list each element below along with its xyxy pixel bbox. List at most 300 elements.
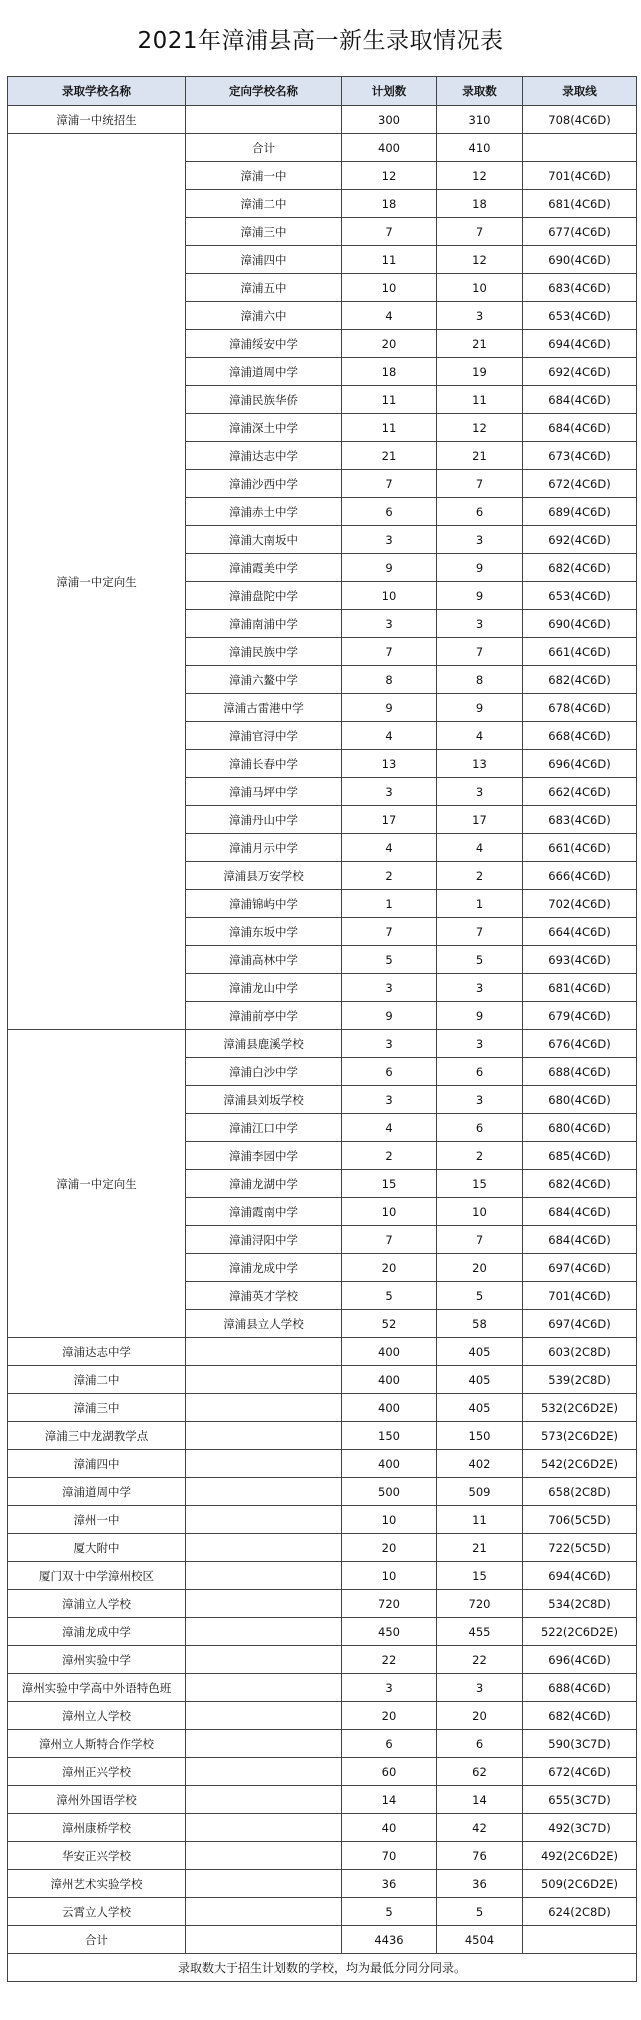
- table-row: [8, 106, 637, 134]
- cell-admitted: 4504: [437, 1926, 523, 1954]
- cell-target-school: 漳浦月示中学: [186, 834, 342, 862]
- cell-target-school: [186, 1338, 342, 1366]
- cell-cutoff: [523, 134, 637, 162]
- cell-target-school: 漳浦五中: [186, 274, 342, 302]
- cell-admit-school: 漳州立人学校: [8, 1702, 186, 1730]
- table-row: [8, 1870, 637, 1898]
- cell-admitted: 21: [437, 442, 523, 470]
- cell-cutoff: 666(4C6D): [523, 862, 637, 890]
- table-row: [8, 1562, 637, 1590]
- cell-admitted: 20: [437, 1254, 523, 1282]
- cell-admitted: 5: [437, 1898, 523, 1926]
- cell-target-school: 漳浦盘陀中学: [186, 582, 342, 610]
- cell-cutoff: 684(4C6D): [523, 386, 637, 414]
- cell-cutoff: 672(4C6D): [523, 1758, 637, 1786]
- cell-target-school: 漳浦赤土中学: [186, 498, 342, 526]
- cell-cutoff: 655(3C7D): [523, 1786, 637, 1814]
- cell-cutoff: 681(4C6D): [523, 190, 637, 218]
- cell-plan: 7: [342, 218, 437, 246]
- cell-admit-school: 漳浦龙成中学: [8, 1618, 186, 1646]
- table-row: [8, 1702, 637, 1730]
- table-row: [8, 1394, 637, 1422]
- header-admit-school: 录取学校名称: [8, 77, 186, 106]
- cell-plan: 13: [342, 750, 437, 778]
- cell-admitted: 4: [437, 834, 523, 862]
- cell-admit-school: 漳浦道周中学: [8, 1478, 186, 1506]
- cell-target-school: 漳浦民族华侨: [186, 386, 342, 414]
- cell-cutoff: 678(4C6D): [523, 694, 637, 722]
- cell-cutoff: 653(4C6D): [523, 302, 637, 330]
- cell-plan: 18: [342, 190, 437, 218]
- cell-admitted: 2: [437, 862, 523, 890]
- cell-admit-school: 厦大附中: [8, 1534, 186, 1562]
- cell-plan: 20: [342, 1534, 437, 1562]
- cell-target-school: 漳浦达志中学: [186, 442, 342, 470]
- cell-cutoff: [523, 1926, 637, 1954]
- cell-cutoff: 692(4C6D): [523, 358, 637, 386]
- cell-admitted: 58: [437, 1310, 523, 1338]
- cell-target-school: [186, 1786, 342, 1814]
- header-cutoff: 录取线: [523, 77, 637, 106]
- cell-admitted: 12: [437, 162, 523, 190]
- cell-target-school: [186, 1870, 342, 1898]
- cell-plan: 7: [342, 638, 437, 666]
- cell-admitted: 3: [437, 610, 523, 638]
- cell-plan: 3: [342, 526, 437, 554]
- cell-plan: 14: [342, 1786, 437, 1814]
- cell-cutoff: 701(4C6D): [523, 162, 637, 190]
- cell-plan: 150: [342, 1422, 437, 1450]
- cell-admitted: 7: [437, 470, 523, 498]
- table-row: [8, 1730, 637, 1758]
- cell-target-school: [186, 1366, 342, 1394]
- cell-plan: 18: [342, 358, 437, 386]
- table-header-row: [8, 77, 637, 106]
- cell-cutoff: 682(4C6D): [523, 1170, 637, 1198]
- cell-plan: 10: [342, 1562, 437, 1590]
- cell-cutoff: 694(4C6D): [523, 330, 637, 358]
- cell-admitted: 150: [437, 1422, 523, 1450]
- cell-cutoff: 542(2C6D2E): [523, 1450, 637, 1478]
- cell-plan: 400: [342, 134, 437, 162]
- cell-admitted: 9: [437, 582, 523, 610]
- cell-target-school: 漳浦李园中学: [186, 1142, 342, 1170]
- cell-admitted: 3: [437, 1030, 523, 1058]
- cell-cutoff: 532(2C6D2E): [523, 1394, 637, 1422]
- cell-cutoff: 682(4C6D): [523, 666, 637, 694]
- cell-plan: 20: [342, 330, 437, 358]
- cell-admitted: 19: [437, 358, 523, 386]
- cell-cutoff: 701(4C6D): [523, 1282, 637, 1310]
- cell-cutoff: 688(4C6D): [523, 1674, 637, 1702]
- cell-admitted: 720: [437, 1590, 523, 1618]
- cell-admitted: 4: [437, 722, 523, 750]
- cell-target-school: [186, 1422, 342, 1450]
- cell-target-school: 漳浦长春中学: [186, 750, 342, 778]
- cell-plan: 3: [342, 778, 437, 806]
- cell-admitted: 6: [437, 1058, 523, 1086]
- cell-admitted: 3: [437, 526, 523, 554]
- table-note: 录取数大于招生计划数的学校，均为最低分同分同录。: [8, 1954, 637, 1982]
- cell-admit-school: 漳浦二中: [8, 1366, 186, 1394]
- cell-target-school: 漳浦龙湖中学: [186, 1170, 342, 1198]
- cell-admitted: 17: [437, 806, 523, 834]
- cell-cutoff: 684(4C6D): [523, 414, 637, 442]
- cell-admit-school: 漳浦一中统招生: [8, 106, 186, 134]
- cell-target-school: [186, 1758, 342, 1786]
- cell-plan: 4: [342, 302, 437, 330]
- cell-target-school: 漳浦古雷港中学: [186, 694, 342, 722]
- cell-plan: 6: [342, 1058, 437, 1086]
- cell-plan: 21: [342, 442, 437, 470]
- cell-admitted: 42: [437, 1814, 523, 1842]
- cell-plan: 9: [342, 694, 437, 722]
- cell-admitted: 405: [437, 1394, 523, 1422]
- cell-plan: 10: [342, 274, 437, 302]
- cell-cutoff: 603(2C8D): [523, 1338, 637, 1366]
- cell-admit-school: 漳浦一中定向生: [8, 134, 186, 1030]
- cell-plan: 1: [342, 890, 437, 918]
- cell-target-school: [186, 1926, 342, 1954]
- cell-admit-school: 漳州外国语学校: [8, 1786, 186, 1814]
- cell-plan: 20: [342, 1254, 437, 1282]
- cell-target-school: 漳浦一中: [186, 162, 342, 190]
- cell-plan: 70: [342, 1842, 437, 1870]
- cell-target-school: [186, 1590, 342, 1618]
- cell-plan: 17: [342, 806, 437, 834]
- cell-admitted: 6: [437, 1114, 523, 1142]
- cell-plan: 3: [342, 1030, 437, 1058]
- cell-cutoff: 702(4C6D): [523, 890, 637, 918]
- cell-cutoff: 492(2C6D2E): [523, 1842, 637, 1870]
- cell-target-school: 漳浦白沙中学: [186, 1058, 342, 1086]
- cell-plan: 5: [342, 1282, 437, 1310]
- cell-admitted: 21: [437, 330, 523, 358]
- cell-plan: 4: [342, 834, 437, 862]
- cell-plan: 450: [342, 1618, 437, 1646]
- cell-admitted: 5: [437, 946, 523, 974]
- cell-admit-school: 云霄立人学校: [8, 1898, 186, 1926]
- cell-plan: 3: [342, 1086, 437, 1114]
- cell-admit-school: 合计: [8, 1926, 186, 1954]
- cell-plan: 300: [342, 106, 437, 134]
- cell-cutoff: 697(4C6D): [523, 1310, 637, 1338]
- cell-plan: 4: [342, 722, 437, 750]
- table-row: [8, 1478, 637, 1506]
- cell-admitted: 402: [437, 1450, 523, 1478]
- cell-plan: 9: [342, 1002, 437, 1030]
- cell-target-school: [186, 1618, 342, 1646]
- cell-admitted: 7: [437, 638, 523, 666]
- table-row: [8, 1814, 637, 1842]
- cell-admit-school: 漳州艺术实验学校: [8, 1870, 186, 1898]
- cell-plan: 9: [342, 554, 437, 582]
- cell-cutoff: 688(4C6D): [523, 1058, 637, 1086]
- cell-target-school: 漳浦高林中学: [186, 946, 342, 974]
- page-title: 2021年漳浦县高一新生录取情况表: [137, 28, 504, 54]
- cell-cutoff: 680(4C6D): [523, 1114, 637, 1142]
- cell-admitted: 6: [437, 498, 523, 526]
- cell-cutoff: 683(4C6D): [523, 274, 637, 302]
- cell-target-school: 漳浦东坂中学: [186, 918, 342, 946]
- table-row: [8, 1534, 637, 1562]
- cell-admitted: 62: [437, 1758, 523, 1786]
- cell-cutoff: 668(4C6D): [523, 722, 637, 750]
- cell-cutoff: 661(4C6D): [523, 638, 637, 666]
- cell-admitted: 5: [437, 1282, 523, 1310]
- cell-cutoff: 697(4C6D): [523, 1254, 637, 1282]
- cell-plan: 4: [342, 1114, 437, 1142]
- cell-cutoff: 522(2C6D2E): [523, 1618, 637, 1646]
- cell-plan: 2: [342, 1142, 437, 1170]
- cell-target-school: [186, 1842, 342, 1870]
- cell-admit-school: 漳浦三中: [8, 1394, 186, 1422]
- cell-admit-school: 漳浦三中龙湖教学点: [8, 1422, 186, 1450]
- table-row: [8, 1450, 637, 1478]
- cell-cutoff: 722(5C5D): [523, 1534, 637, 1562]
- cell-cutoff: 661(4C6D): [523, 834, 637, 862]
- cell-target-school: [186, 1814, 342, 1842]
- cell-target-school: 漳浦县鹿溪学校: [186, 1030, 342, 1058]
- cell-cutoff: 693(4C6D): [523, 946, 637, 974]
- cell-admit-school: 华安正兴学校: [8, 1842, 186, 1870]
- cell-admitted: 14: [437, 1786, 523, 1814]
- cell-plan: 400: [342, 1338, 437, 1366]
- cell-plan: 11: [342, 386, 437, 414]
- table-row: [8, 134, 637, 162]
- table-row: [8, 1674, 637, 1702]
- table-row: [8, 1422, 637, 1450]
- cell-target-school: 漳浦二中: [186, 190, 342, 218]
- cell-cutoff: 708(4C6D): [523, 106, 637, 134]
- cell-admitted: 455: [437, 1618, 523, 1646]
- cell-plan: 7: [342, 1226, 437, 1254]
- cell-admit-school: 漳州实验中学高中外语特色班: [8, 1674, 186, 1702]
- cell-admit-school: 漳州正兴学校: [8, 1758, 186, 1786]
- cell-cutoff: 677(4C6D): [523, 218, 637, 246]
- table-row: [8, 1926, 637, 1954]
- cell-plan: 7: [342, 918, 437, 946]
- header-target-school: 定向学校名称: [186, 77, 342, 106]
- cell-admitted: 3: [437, 302, 523, 330]
- table-body: [8, 106, 637, 1982]
- cell-cutoff: 662(4C6D): [523, 778, 637, 806]
- cell-target-school: 漳浦龙山中学: [186, 974, 342, 1002]
- cell-target-school: [186, 1898, 342, 1926]
- cell-cutoff: 681(4C6D): [523, 974, 637, 1002]
- cell-target-school: 漳浦霞南中学: [186, 1198, 342, 1226]
- cell-target-school: 漳浦霞美中学: [186, 554, 342, 582]
- cell-plan: 11: [342, 246, 437, 274]
- cell-target-school: 漳浦县刘坂学校: [186, 1086, 342, 1114]
- cell-target-school: [186, 1674, 342, 1702]
- cell-plan: 7: [342, 470, 437, 498]
- cell-target-school: 漳浦六中: [186, 302, 342, 330]
- cell-plan: 400: [342, 1450, 437, 1478]
- cell-cutoff: 673(4C6D): [523, 442, 637, 470]
- cell-admitted: 310: [437, 106, 523, 134]
- cell-cutoff: 672(4C6D): [523, 470, 637, 498]
- cell-target-school: 合计: [186, 134, 342, 162]
- cell-admitted: 3: [437, 974, 523, 1002]
- cell-admitted: 11: [437, 1506, 523, 1534]
- cell-admitted: 76: [437, 1842, 523, 1870]
- cell-cutoff: 664(4C6D): [523, 918, 637, 946]
- cell-target-school: 漳浦大南坂中: [186, 526, 342, 554]
- cell-cutoff: 680(4C6D): [523, 1086, 637, 1114]
- cell-admit-school: 漳浦立人学校: [8, 1590, 186, 1618]
- cell-target-school: 漳浦四中: [186, 246, 342, 274]
- cell-cutoff: 706(5C5D): [523, 1506, 637, 1534]
- cell-admitted: 9: [437, 1002, 523, 1030]
- cell-plan: 40: [342, 1814, 437, 1842]
- cell-cutoff: 689(4C6D): [523, 498, 637, 526]
- cell-admit-school: 厦门双十中学漳州校区: [8, 1562, 186, 1590]
- cell-target-school: 漳浦民族中学: [186, 638, 342, 666]
- table-row: [8, 1786, 637, 1814]
- cell-plan: 3: [342, 1674, 437, 1702]
- cell-plan: 22: [342, 1646, 437, 1674]
- cell-admitted: 10: [437, 1198, 523, 1226]
- cell-cutoff: 682(4C6D): [523, 554, 637, 582]
- table-row: [8, 1758, 637, 1786]
- cell-admitted: 7: [437, 1226, 523, 1254]
- cell-admitted: 7: [437, 918, 523, 946]
- cell-cutoff: 653(4C6D): [523, 582, 637, 610]
- cell-plan: 400: [342, 1394, 437, 1422]
- cell-cutoff: 696(4C6D): [523, 1646, 637, 1674]
- cell-target-school: [186, 1394, 342, 1422]
- cell-plan: 5: [342, 946, 437, 974]
- cell-target-school: 漳浦绥安中学: [186, 330, 342, 358]
- cell-target-school: [186, 1450, 342, 1478]
- cell-target-school: 漳浦县立人学校: [186, 1310, 342, 1338]
- cell-admitted: 22: [437, 1646, 523, 1674]
- cell-admitted: 15: [437, 1170, 523, 1198]
- cell-admitted: 3: [437, 778, 523, 806]
- cell-target-school: [186, 1478, 342, 1506]
- cell-admitted: 2: [437, 1142, 523, 1170]
- cell-target-school: [186, 1534, 342, 1562]
- cell-plan: 8: [342, 666, 437, 694]
- cell-cutoff: 539(2C8D): [523, 1366, 637, 1394]
- cell-target-school: 漳浦官浔中学: [186, 722, 342, 750]
- cell-plan: 10: [342, 1506, 437, 1534]
- cell-plan: 3: [342, 610, 437, 638]
- cell-target-school: [186, 1506, 342, 1534]
- cell-cutoff: 676(4C6D): [523, 1030, 637, 1058]
- cell-admit-school: 漳浦四中: [8, 1450, 186, 1478]
- header-plan: 计划数: [342, 77, 437, 106]
- cell-target-school: [186, 1562, 342, 1590]
- cell-cutoff: 624(2C8D): [523, 1898, 637, 1926]
- cell-cutoff: 690(4C6D): [523, 610, 637, 638]
- cell-admitted: 7: [437, 218, 523, 246]
- cell-target-school: 漳浦江口中学: [186, 1114, 342, 1142]
- cell-plan: 12: [342, 162, 437, 190]
- cell-target-school: 漳浦浔阳中学: [186, 1226, 342, 1254]
- cell-target-school: 漳浦龙成中学: [186, 1254, 342, 1282]
- cell-admit-school: 漳州立人斯特合作学校: [8, 1730, 186, 1758]
- cell-admitted: 18: [437, 190, 523, 218]
- cell-cutoff: 682(4C6D): [523, 1702, 637, 1730]
- cell-plan: 11: [342, 414, 437, 442]
- admission-table: [7, 76, 637, 1982]
- cell-admitted: 15: [437, 1562, 523, 1590]
- cell-admitted: 410: [437, 134, 523, 162]
- cell-plan: 6: [342, 498, 437, 526]
- cell-target-school: 漳浦前亭中学: [186, 1002, 342, 1030]
- cell-plan: 36: [342, 1870, 437, 1898]
- cell-plan: 20: [342, 1702, 437, 1730]
- cell-admitted: 12: [437, 246, 523, 274]
- cell-admitted: 3: [437, 1674, 523, 1702]
- cell-cutoff: 685(4C6D): [523, 1142, 637, 1170]
- cell-admitted: 509: [437, 1478, 523, 1506]
- cell-cutoff: 683(4C6D): [523, 806, 637, 834]
- cell-admitted: 11: [437, 386, 523, 414]
- cell-target-school: 漳浦县万安学校: [186, 862, 342, 890]
- cell-target-school: 漳浦英才学校: [186, 1282, 342, 1310]
- cell-admitted: 3: [437, 1086, 523, 1114]
- cell-admitted: 405: [437, 1366, 523, 1394]
- cell-target-school: [186, 1730, 342, 1758]
- cell-cutoff: 679(4C6D): [523, 1002, 637, 1030]
- table-row: [8, 1030, 637, 1058]
- cell-plan: 15: [342, 1170, 437, 1198]
- cell-admit-school: 漳浦一中定向生: [8, 1030, 186, 1338]
- cell-plan: 500: [342, 1478, 437, 1506]
- cell-plan: 60: [342, 1758, 437, 1786]
- cell-admitted: 9: [437, 694, 523, 722]
- cell-target-school: 漳浦道周中学: [186, 358, 342, 386]
- cell-target-school: [186, 1646, 342, 1674]
- cell-admitted: 12: [437, 414, 523, 442]
- table-row: [8, 1954, 637, 1982]
- cell-plan: 720: [342, 1590, 437, 1618]
- table-row: [8, 1338, 637, 1366]
- cell-target-school: 漳浦三中: [186, 218, 342, 246]
- table-row: [8, 1506, 637, 1534]
- cell-cutoff: 573(2C6D2E): [523, 1422, 637, 1450]
- table-row: [8, 1590, 637, 1618]
- cell-target-school: [186, 106, 342, 134]
- cell-target-school: 漳浦六鳌中学: [186, 666, 342, 694]
- cell-plan: 3: [342, 974, 437, 1002]
- cell-plan: 5: [342, 1898, 437, 1926]
- cell-target-school: 漳浦锦屿中学: [186, 890, 342, 918]
- cell-plan: 10: [342, 1198, 437, 1226]
- cell-target-school: 漳浦丹山中学: [186, 806, 342, 834]
- cell-target-school: 漳浦南浦中学: [186, 610, 342, 638]
- cell-admitted: 21: [437, 1534, 523, 1562]
- cell-cutoff: 690(4C6D): [523, 246, 637, 274]
- cell-plan: 2: [342, 862, 437, 890]
- table-row: [8, 1842, 637, 1870]
- header-admitted: 录取数: [437, 77, 523, 106]
- table-row: [8, 1366, 637, 1394]
- cell-cutoff: 694(4C6D): [523, 1562, 637, 1590]
- cell-admitted: 9: [437, 554, 523, 582]
- table-row: [8, 1618, 637, 1646]
- cell-admitted: 36: [437, 1870, 523, 1898]
- cell-admitted: 405: [437, 1338, 523, 1366]
- cell-target-school: [186, 1702, 342, 1730]
- cell-cutoff: 692(4C6D): [523, 526, 637, 554]
- cell-admit-school: 漳浦达志中学: [8, 1338, 186, 1366]
- cell-admitted: 6: [437, 1730, 523, 1758]
- cell-admitted: 13: [437, 750, 523, 778]
